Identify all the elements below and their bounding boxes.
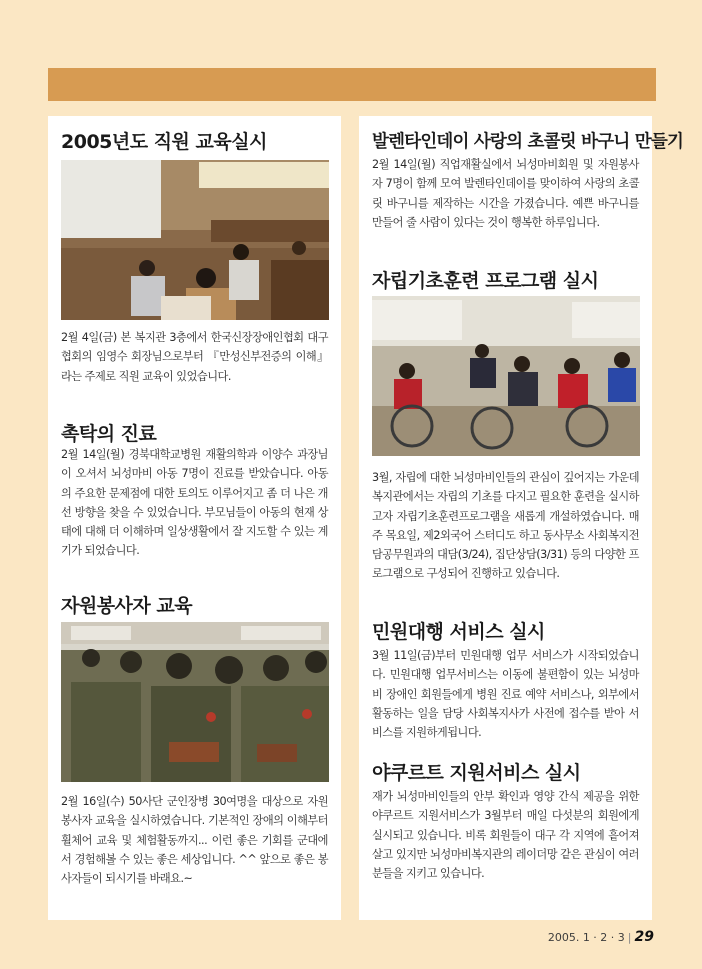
- valentine-text: 2월 14일(월) 직업재활실에서 뇌성마비회원 및 자원봉사자 7명이 함께 모여 발렌타인데이를 맞이하여 사랑의 초콜릿 바구니를 제작하는 시간을 가졌습니다. 예쁜 바구니를 만들어 줄 사람이 있다는 것이 행복한 하루입니다.: [372, 158, 639, 229]
- yakult-service-title: 야쿠르트 지원서비스 실시: [372, 762, 581, 784]
- issue-date: 2005. 1 · 2 · 3: [547, 931, 625, 944]
- volunteer-training-title: 자원봉사자 교육: [61, 595, 193, 617]
- doctor-visit-title: 촉탁의 진료: [61, 423, 157, 445]
- left-column: [48, 116, 341, 920]
- doctor-visit-text: 2월 14일(월) 경북대학교병원 재활의학과 이양수 과장님이 오셔서 뇌성마비 아동 7명이 진료를 받았습니다. 아동의 주요한 문제점에 대한 토의도 이루어지고 좀 더 나은 개선 방향을 찾을 수 있었습니다. 부모님들이 아동의 현재 상태에 대해 더 이해하며 일상생활에서 잘 지도할 수 있는 계기가 되었습니다.: [61, 448, 328, 558]
- footer-separator: |: [627, 931, 632, 944]
- right-column: [359, 116, 684, 920]
- staff-training-title: 2005년도 직원 교육실시: [61, 131, 267, 153]
- staff-training-text: 2월 4일(금) 본 복지관 3층에서 한국신장장애인협회 대구협회의 임영수 회장님으로부터 『만성신부전증의 이해』라는 주제로 직원 교육이 있었습니다.: [61, 331, 328, 383]
- independence-training-text: 3월, 자립에 대한 뇌성마비인들의 관심이 깊어지는 가운데 복지관에서는 자립의 기초를 다지고 필요한 훈련을 실시하고자 자립기초훈련프로그램을 새롭게 개설하였습니다. 매주 목요일, 제2외국어 스터디도 하고 동사무소 사회복지전담공무원과의 대담(3/24), 집단상담(3/31) 등의 다양한 프로그램으로 구성되어 진행하고 있습니다.: [372, 471, 639, 581]
- civil-service-text: 3월 11일(금)부터 민원대행 업무 서비스가 시작되었습니다. 민원대행 업무서비스는 이동에 불편함이 있는 뇌성마비 장애인 회원들에게 병원 진료 예약 서비스나, 외부에서 활동하는 일을 담당 사회복지사가 사전에 접수를 받아 서비스를 지원하게됩니다.: [372, 649, 639, 740]
- valentine-title: 발렌타인데이 사랑의 초콜릿 바구니 만들기: [372, 132, 684, 152]
- page-number: 29: [634, 929, 654, 945]
- lecture-photo: [61, 160, 329, 320]
- yakult-service-text: 재가 뇌성마비인들의 안부 확인과 영양 간식 제공을 위한 야쿠르트 지원서비스가 3월부터 매일 다섯분의 회원에게 실시되고 있습니다. 비록 회원들이 대구 각 지역에 흩어져 살고 있지만 뇌성마비복지관의 레이더망 같은 관심이 여러분들을 지키고 있습니다.: [372, 790, 639, 881]
- meeting-photo: [372, 296, 640, 456]
- soldiers-photo: [61, 622, 329, 782]
- page-footer: [548, 929, 654, 945]
- civil-service-title: 민원대행 서비스 실시: [372, 621, 545, 643]
- independence-training-title: 자립기초훈련 프로그램 실시: [372, 270, 599, 292]
- volunteer-training-text: 2월 16일(수) 50사단 군인장병 30여명을 대상으로 자원봉사자 교육을 실시하였습니다. 기본적인 장애의 이해부터 휠체어 교육 및 체험활동까지... 이런 좋은 기회를 군대에서 경험해볼 수 있는 좋은 세상입니다. ^^ 앞으로 좋은 봉사자들이 되시기를 바래요.~: [61, 795, 328, 886]
- header-banner: [48, 68, 656, 101]
